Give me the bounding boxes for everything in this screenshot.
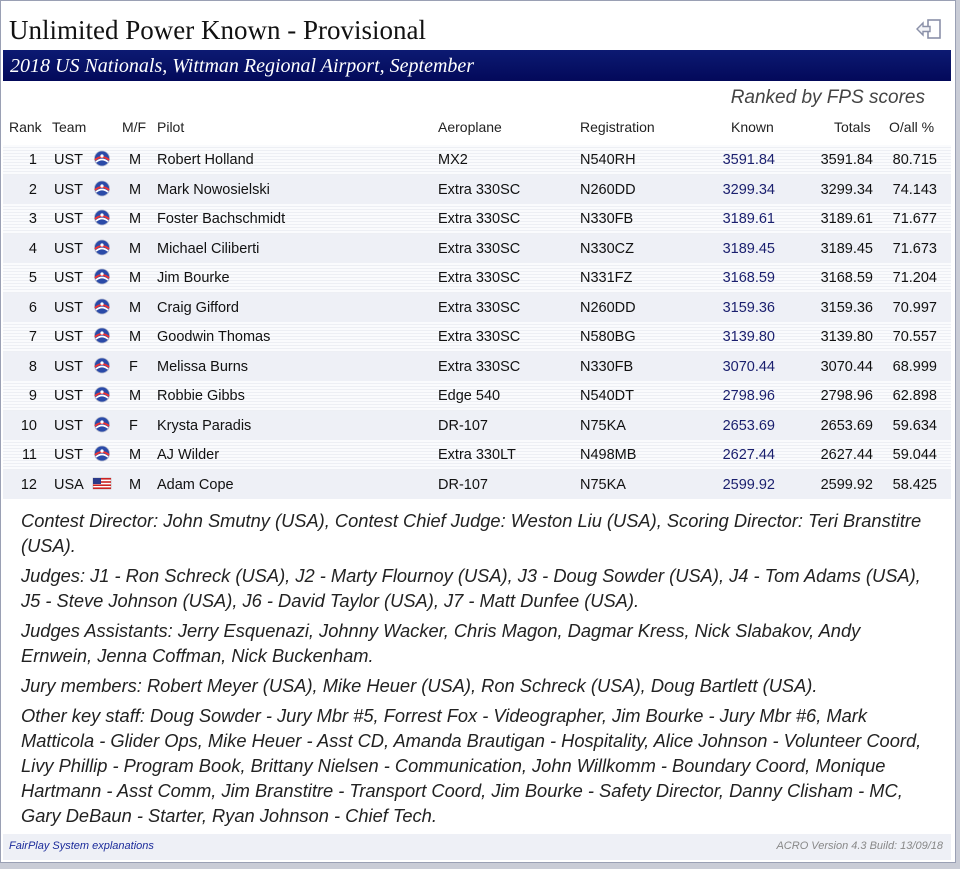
team-cell: UST <box>54 299 83 316</box>
known-score-cell[interactable]: 2627.44 <box>722 447 775 463</box>
ust-team-badge-icon <box>92 268 112 285</box>
ust-team-badge-icon <box>92 150 112 167</box>
team-cell: UST <box>54 358 83 375</box>
table-row <box>3 470 951 500</box>
rank-cell: 5 <box>28 270 37 286</box>
ust-team-badge-icon <box>92 298 112 315</box>
ust-team-badge-icon <box>92 357 112 374</box>
gender-cell: M <box>129 270 142 286</box>
gender-cell: M <box>129 476 142 493</box>
ust-team-badge-icon <box>92 386 112 403</box>
overall-percent-cell: 62.898 <box>892 388 937 404</box>
totals-cell: 3189.61 <box>820 211 873 227</box>
table-row <box>3 352 951 382</box>
aeroplane-cell: Extra 330SC <box>438 329 521 345</box>
rank-cell: 7 <box>28 329 37 345</box>
overall-percent-cell: 68.999 <box>892 358 937 375</box>
gender-cell: M <box>129 447 142 463</box>
gender-cell: M <box>129 181 142 198</box>
gender-cell: F <box>129 358 138 375</box>
aeroplane-cell: MX2 <box>438 152 468 168</box>
aeroplane-cell: Extra 330SC <box>438 181 521 198</box>
rank-cell: 12 <box>20 476 37 493</box>
gender-cell: M <box>129 329 142 345</box>
team-cell: UST <box>54 152 83 168</box>
pilot-cell: Krysta Paradis <box>157 417 252 434</box>
overall-percent-cell: 59.634 <box>892 417 937 434</box>
pilot-cell: Robbie Gibbs <box>157 388 245 404</box>
known-score-cell[interactable]: 3159.36 <box>722 299 775 316</box>
known-score-cell[interactable]: 3299.34 <box>722 181 775 198</box>
overall-percent-cell: 71.677 <box>892 211 937 227</box>
table-row <box>3 411 951 441</box>
aeroplane-cell: Extra 330SC <box>438 270 521 286</box>
registration-cell: N580BG <box>580 329 636 345</box>
team-cell: UST <box>54 181 83 198</box>
registration-cell: N260DD <box>580 181 636 198</box>
officials-list <box>21 508 936 833</box>
registration-cell: N540RH <box>580 152 636 168</box>
officials-paragraph: Judges: J1 - Ron Schreck (USA), J2 - Marty Flournoy (USA), J3 - Doug Sowder (USA), J4 - Tom Adams (USA), J5 - Steve Johnson (USA), J6 - David Taylor (USA), J7 - Matt Dunfee (USA). <box>21 565 921 611</box>
officials-paragraph: Other key staff: Doug Sowder - Jury Mbr #5, Forrest Fox - Videographer, Jim Bourke - Jury Mbr #6, Mark Matticola - Glider Ops, Mike Heuer - Asst CD, Amanda Brautigan - Hospitality, Alice Johnson - Volunteer Coord, Livy Phillip - Program Book, Brittany Nielsen - Communication, John Willkomm - Boundary Coord, Monique Hartmann - Asst Comm, Jim Branstitre - Transport Coord, Jim Bourke - Safety Director, Danny Clisham - MC, Gary DeBaun - Starter, Ryan Johnson - Chief Tech. <box>21 705 922 826</box>
aeroplane-cell: Edge 540 <box>438 388 501 404</box>
gender-cell: M <box>129 388 142 404</box>
team-cell: UST <box>54 388 83 404</box>
registration-cell: N498MB <box>580 447 637 463</box>
col-aeroplane: Aeroplane <box>438 119 502 135</box>
registration-cell: N540DT <box>580 388 634 404</box>
overall-percent-cell: 58.425 <box>892 476 937 493</box>
table-row <box>3 293 951 323</box>
known-score-cell[interactable]: 3168.59 <box>722 270 775 286</box>
registration-cell: N260DD <box>580 299 636 316</box>
page-title: Unlimited Power Known - Provisional <box>9 15 426 45</box>
known-score-cell[interactable]: 2653.69 <box>722 417 775 434</box>
ust-team-badge-icon <box>92 209 112 226</box>
totals-cell: 2653.69 <box>820 417 873 434</box>
fairplay-link[interactable]: FairPlay System explanations <box>9 840 154 852</box>
ust-team-badge-icon <box>92 327 112 344</box>
team-cell: UST <box>54 417 83 434</box>
aeroplane-cell: Extra 330SC <box>438 211 521 227</box>
known-score-cell[interactable]: 3591.84 <box>722 152 775 168</box>
overall-percent-cell: 59.044 <box>892 447 937 463</box>
exit-icon[interactable] <box>915 18 943 40</box>
ust-team-badge-icon <box>92 239 112 256</box>
ust-team-badge-icon <box>92 445 112 462</box>
pilot-cell: Craig Gifford <box>157 299 239 316</box>
col-registration: Registration <box>580 119 655 135</box>
known-score-cell[interactable]: 3189.61 <box>722 211 775 227</box>
rank-cell: 8 <box>28 358 37 375</box>
pilot-cell: Michael Ciliberti <box>157 240 260 257</box>
col-rank: Rank <box>9 119 42 135</box>
table-row <box>3 145 951 175</box>
gender-cell: F <box>129 417 138 434</box>
registration-cell: N330CZ <box>580 240 634 257</box>
col-mf: M/F <box>122 119 147 135</box>
col-known: Known <box>731 119 774 135</box>
rank-cell: 4 <box>28 240 37 257</box>
pilot-cell: Goodwin Thomas <box>157 329 271 345</box>
team-cell: UST <box>54 270 83 286</box>
ranking-method: Ranked by FPS scores <box>730 87 925 108</box>
totals-cell: 3189.45 <box>820 240 873 257</box>
rank-cell: 3 <box>28 211 37 227</box>
team-cell: UST <box>54 329 83 345</box>
table-row <box>3 175 951 205</box>
table-row <box>3 381 951 411</box>
totals-cell: 3159.36 <box>820 299 873 316</box>
team-cell: UST <box>54 447 83 463</box>
rank-cell: 1 <box>28 152 37 168</box>
rank-cell: 9 <box>28 388 37 404</box>
totals-cell: 2798.96 <box>820 388 873 404</box>
totals-cell: 3299.34 <box>820 181 873 198</box>
rank-cell: 6 <box>28 299 37 316</box>
aeroplane-cell: Extra 330LT <box>438 447 516 463</box>
col-team: Team <box>52 119 87 135</box>
gender-cell: M <box>129 240 142 257</box>
aeroplane-cell: DR-107 <box>438 417 488 434</box>
version-info: ACRO Version 4.3 Build: 13/09/18 <box>776 840 943 852</box>
col-oall: O/all % <box>889 119 935 135</box>
totals-cell: 3070.44 <box>820 358 873 375</box>
aeroplane-cell: DR-107 <box>438 476 488 493</box>
pilot-cell: Robert Holland <box>157 152 254 168</box>
known-score-cell[interactable]: 3070.44 <box>722 358 775 375</box>
totals-cell: 3139.80 <box>820 329 873 345</box>
pilot-cell: Mark Nowosielski <box>157 181 270 198</box>
ust-team-badge-icon <box>92 180 112 197</box>
table-row <box>3 234 951 264</box>
known-score-cell[interactable]: 2798.96 <box>722 388 775 404</box>
known-score-cell[interactable]: 2599.92 <box>722 476 775 493</box>
known-score-cell[interactable]: 3189.45 <box>722 240 775 257</box>
registration-cell: N75KA <box>580 476 626 493</box>
officials-paragraph: Judges Assistants: Jerry Esquenazi, Johnny Wacker, Chris Magon, Dagmar Kress, Nick Slabakov, Andy Ernwein, Jenna Coffman, Nick Buckenham. <box>21 620 861 666</box>
overall-percent-cell: 80.715 <box>892 152 937 168</box>
table-row <box>3 440 951 470</box>
rank-cell: 2 <box>28 181 37 198</box>
team-cell: UST <box>54 240 83 257</box>
aeroplane-cell: Extra 330SC <box>438 358 521 375</box>
registration-cell: N330FB <box>580 358 634 375</box>
table-row <box>3 322 951 352</box>
team-cell: USA <box>54 476 84 493</box>
rank-cell: 10 <box>20 417 37 434</box>
table-header <box>1 119 951 137</box>
overall-percent-cell: 71.673 <box>892 240 937 257</box>
totals-cell: 2627.44 <box>820 447 873 463</box>
team-cell: UST <box>54 211 83 227</box>
ust-team-badge-icon <box>92 416 112 433</box>
pilot-cell: Jim Bourke <box>157 270 230 286</box>
overall-percent-cell: 71.204 <box>892 270 937 286</box>
table-row <box>3 204 951 234</box>
us-flag-icon <box>92 475 112 492</box>
gender-cell: M <box>129 152 142 168</box>
event-banner: 2018 US Nationals, Wittman Regional Airport, September <box>3 50 951 81</box>
col-pilot: Pilot <box>157 119 185 135</box>
totals-cell: 3168.59 <box>820 270 873 286</box>
pilot-cell: Foster Bachschmidt <box>157 211 286 227</box>
gender-cell: M <box>129 299 142 316</box>
known-score-cell[interactable]: 3139.80 <box>722 329 775 345</box>
pilot-cell: AJ Wilder <box>157 447 220 463</box>
officials-paragraph: Jury members: Robert Meyer (USA), Mike Heuer (USA), Ron Schreck (USA), Doug Bartlett (USA). <box>21 675 818 696</box>
registration-cell: N331FZ <box>580 270 633 286</box>
aeroplane-cell: Extra 330SC <box>438 299 521 316</box>
aeroplane-cell: Extra 330SC <box>438 240 521 257</box>
registration-cell: N75KA <box>580 417 626 434</box>
officials-paragraph: Contest Director: John Smutny (USA), Contest Chief Judge: Weston Liu (USA), Scoring Director: Teri Branstitre (USA). <box>21 510 922 556</box>
pilot-cell: Adam Cope <box>157 476 234 493</box>
totals-cell: 3591.84 <box>820 152 873 168</box>
table-row <box>3 263 951 293</box>
pilot-cell: Melissa Burns <box>157 358 249 375</box>
overall-percent-cell: 70.997 <box>892 299 937 316</box>
registration-cell: N330FB <box>580 211 634 227</box>
results-table <box>3 145 951 499</box>
gender-cell: M <box>129 211 142 227</box>
overall-percent-cell: 74.143 <box>892 181 937 198</box>
rank-cell: 11 <box>21 447 37 463</box>
totals-cell: 2599.92 <box>820 476 873 493</box>
overall-percent-cell: 70.557 <box>892 329 937 345</box>
col-totals: Totals <box>834 119 871 135</box>
